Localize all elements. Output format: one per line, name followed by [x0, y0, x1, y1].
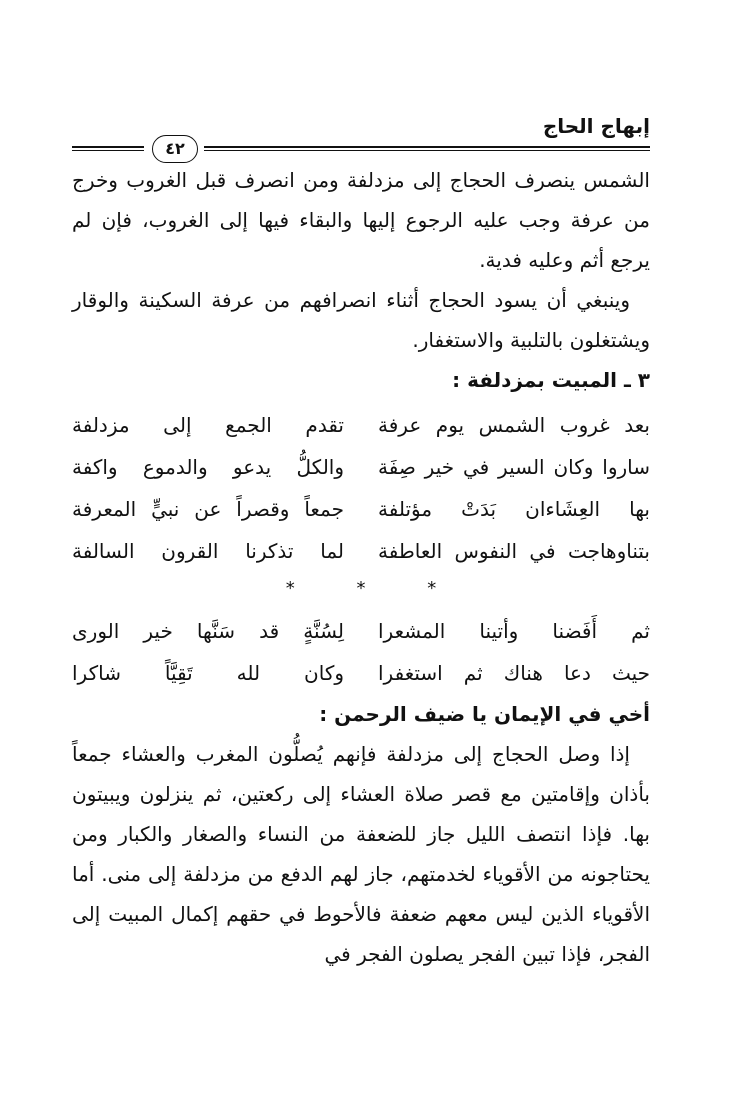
verse-second-hemistich: لِسُنَّةٍ قد سَنَّها خير الورى	[72, 619, 344, 643]
poem-1	[72, 404, 650, 572]
poem-verse	[72, 446, 650, 488]
poem-verse	[72, 610, 650, 652]
verse-first-hemistich: بتناوهاجت في النفوس العاطفة	[378, 539, 650, 563]
closing-paragraph: إذا وصل الحجاج إلى مزدلفة فإنهم يُصلُّون المغرب والعشاء جمعاً بأذان وإقامتين مع قصر صلاة العشاء إلى ركعتين، ثم ينزلون ويبيتون بها. فإذا انتصف الليل جاز للضعفة من النساء والصغار والكبار ومن يحتاجونه من الأقوياء لخدمتهم، جاز لهم الدفع من مزدلفة إلى منى. أما الأقوياء الذين ليس معهم ضعفة فالأحوط في حقهم إكمال المبيت إلى الفجر، فإذا تبين الفجر يصلون الفجر في	[72, 742, 650, 966]
header-rule-right	[204, 146, 650, 151]
book-title: إبهاج الحاج	[542, 114, 650, 138]
verse-first-hemistich: ساروا وكان السير في خير صِفَة	[378, 455, 650, 479]
intro-paragraph-2: وينبغي أن يسود الحجاج أثناء انصرافهم من عرفة السكينة والوقار ويشتغلون بالتلبية والاستغفار.	[72, 288, 650, 352]
verse-first-hemistich: بعد غروب الشمس يوم عرفة	[378, 413, 650, 437]
verse-second-hemistich: والكلُّ يدعو والدموع واكفة	[72, 455, 344, 479]
page-number: ٤٢	[152, 135, 198, 163]
poem-verse	[72, 530, 650, 572]
section-separator: * * *	[285, 578, 465, 599]
section-heading: ٣ ـ المبيت بمزدلفة :	[452, 368, 650, 392]
verse-first-hemistich: ثم أَفَضنا وأتينا المشعرا	[378, 619, 650, 643]
reader-address: أخي في الإيمان يا ضيف الرحمن :	[319, 702, 650, 726]
verse-second-hemistich: لما تذكرنا القرون السالفة	[72, 539, 344, 563]
book-page	[72, 100, 650, 974]
intro-paragraph-1: الشمس ينصرف الحجاج إلى مزدلفة ومن انصرف قبل الغروب وخرج من عرفة وجب عليه الرجوع إليها والبقاء فيها إلى الغروب، فإن لم يرجع أثم وعليه فدية.	[72, 168, 650, 272]
header-rule-left	[72, 146, 144, 151]
poem-verse	[72, 652, 650, 694]
poem-2	[72, 610, 650, 694]
verse-second-hemistich: تقدم الجمع إلى مزدلفة	[72, 413, 344, 437]
verse-first-hemistich: بها العِشَاءان بَدَتْ مؤتلفة	[378, 497, 650, 521]
running-header	[72, 100, 650, 160]
verse-first-hemistich: حيث دعا هناك ثم استغفرا	[378, 661, 650, 685]
poem-verse	[72, 488, 650, 530]
verse-second-hemistich: وكان لله تَقِيَّاً شاكرا	[72, 661, 344, 685]
poem-verse	[72, 404, 650, 446]
verse-second-hemistich: جمعاً وقصراً عن نبيٍّ المعرفة	[72, 497, 344, 521]
